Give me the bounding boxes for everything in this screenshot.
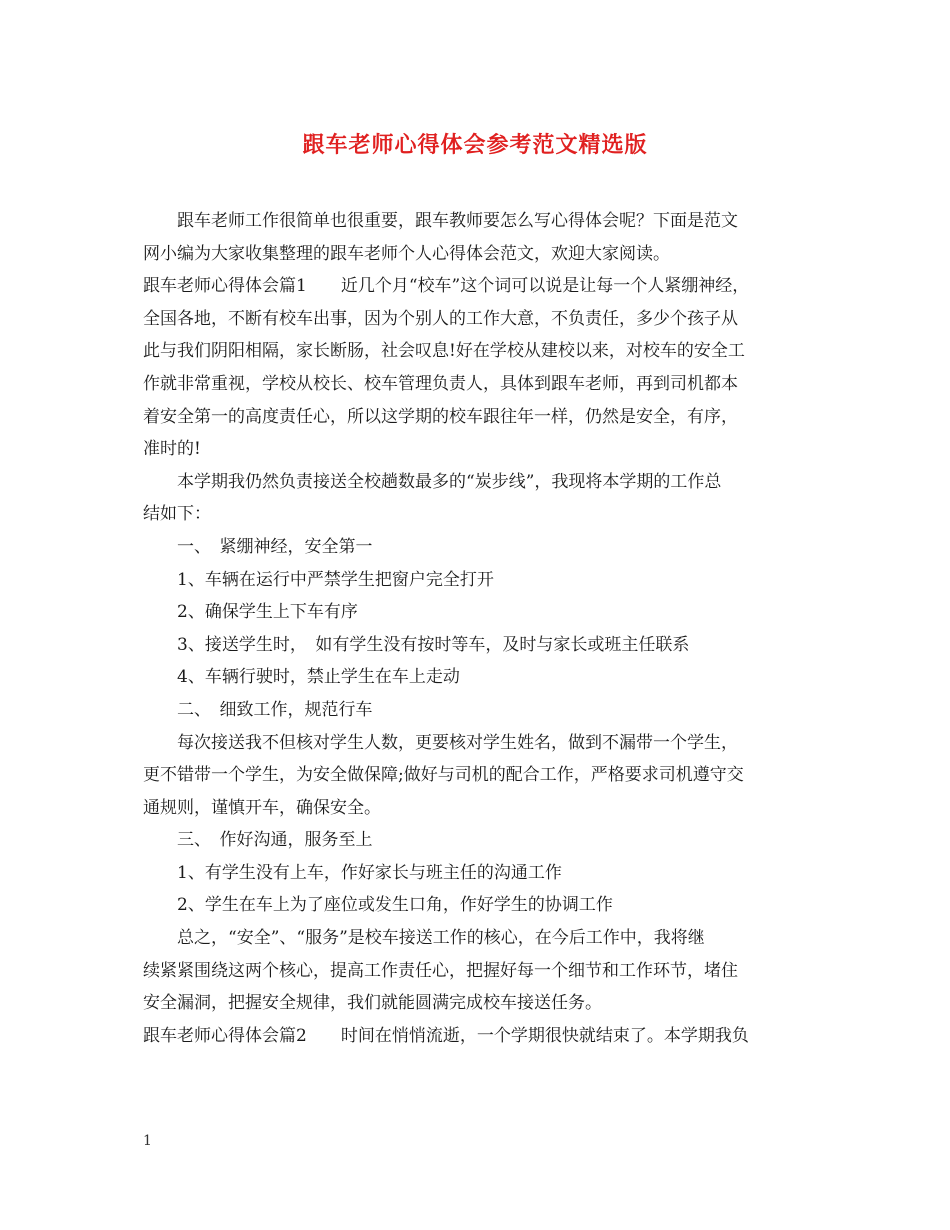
text-line: 续紧紧围绕这两个核心，提高工作责任心，把握好每一个细节和工作环节，堵住 [143,960,738,981]
text-line: 二、 细致工作，规范行车 [177,699,373,720]
text-line: 三、 作好沟通，服务至上 [177,830,373,851]
text-line: 结如下： [143,504,211,525]
page-number: 1 [143,1133,152,1149]
document-body [143,205,823,1052]
text-line: 安全漏洞，把握安全规律，我们就能圆满完成校车接送任务。 [143,993,602,1014]
text-line: 一、 紧绷神经，安全第一 [177,536,373,557]
text-line: 更不错带一个学生，为安全做保障;做好与司机的配合工作，严格要求司机遵守交 [143,765,744,786]
document-title: 跟车老师心得体会参考范文精选版 [302,133,648,158]
text-line: 全国各地，不断有校车出事，因为个别人的工作大意，不负责任，多少个孩子从 [143,308,738,329]
text-line: 跟车老师心得体会篇2 时间在悄悄流逝，一个学期很快就结束了。本学期我负 [143,1025,749,1046]
text-line: 准时的! [143,439,201,460]
text-line: 此与我们阴阳相隔，家长断肠，社会叹息!好在学校从建校以来，对校车的安全工 [143,341,745,362]
text-line: 2、确保学生上下车有序 [177,602,358,623]
text-line: 跟车老师工作很简单也很重要，跟车教师要怎么写心得体会呢？下面是范文 [177,211,738,231]
text-line: 总之，“安全”、“服务”是校车接送工作的核心，在今后工作中，我将继 [177,928,705,949]
text-line: 1、车辆在运行中严禁学生把窗户完全打开 [177,569,494,590]
text-line: 4、车辆行驶时，禁止学生在车上走动 [177,667,460,688]
text-line: 3、接送学生时， 如有学生没有按时等车，及时与家长或班主任联系 [177,634,690,655]
text-line: 着安全第一的高度责任心，所以这学期的校车跟往年一样，仍然是安全，有序， [143,406,738,427]
text-line: 1、有学生没有上车，作好家长与班主任的沟通工作 [177,862,562,883]
text-line: 2、学生在车上为了座位或发生口角，作好学生的协调工作 [177,895,613,916]
text-line: 作就非常重视，学校从校长、校车管理负责人，具体到跟车老师，再到司机都本 [143,373,738,394]
text-line: 跟车老师心得体会篇1 近几个月“校车”这个词可以说是让每一个人紧绷神经， [143,276,750,297]
text-line: 本学期我仍然负责接送全校趟数最多的“炭步线”，我现将本学期的工作总 [177,471,722,492]
text-line: 通规则，谨慎开车，确保安全。 [143,797,381,818]
text-line: 每次接送我不但核对学生人数，更要核对学生姓名，做到不漏带一个学生， [177,732,738,753]
text-line: 网小编为大家收集整理的跟车老师个人心得体会范文，欢迎大家阅读。 [143,243,670,264]
